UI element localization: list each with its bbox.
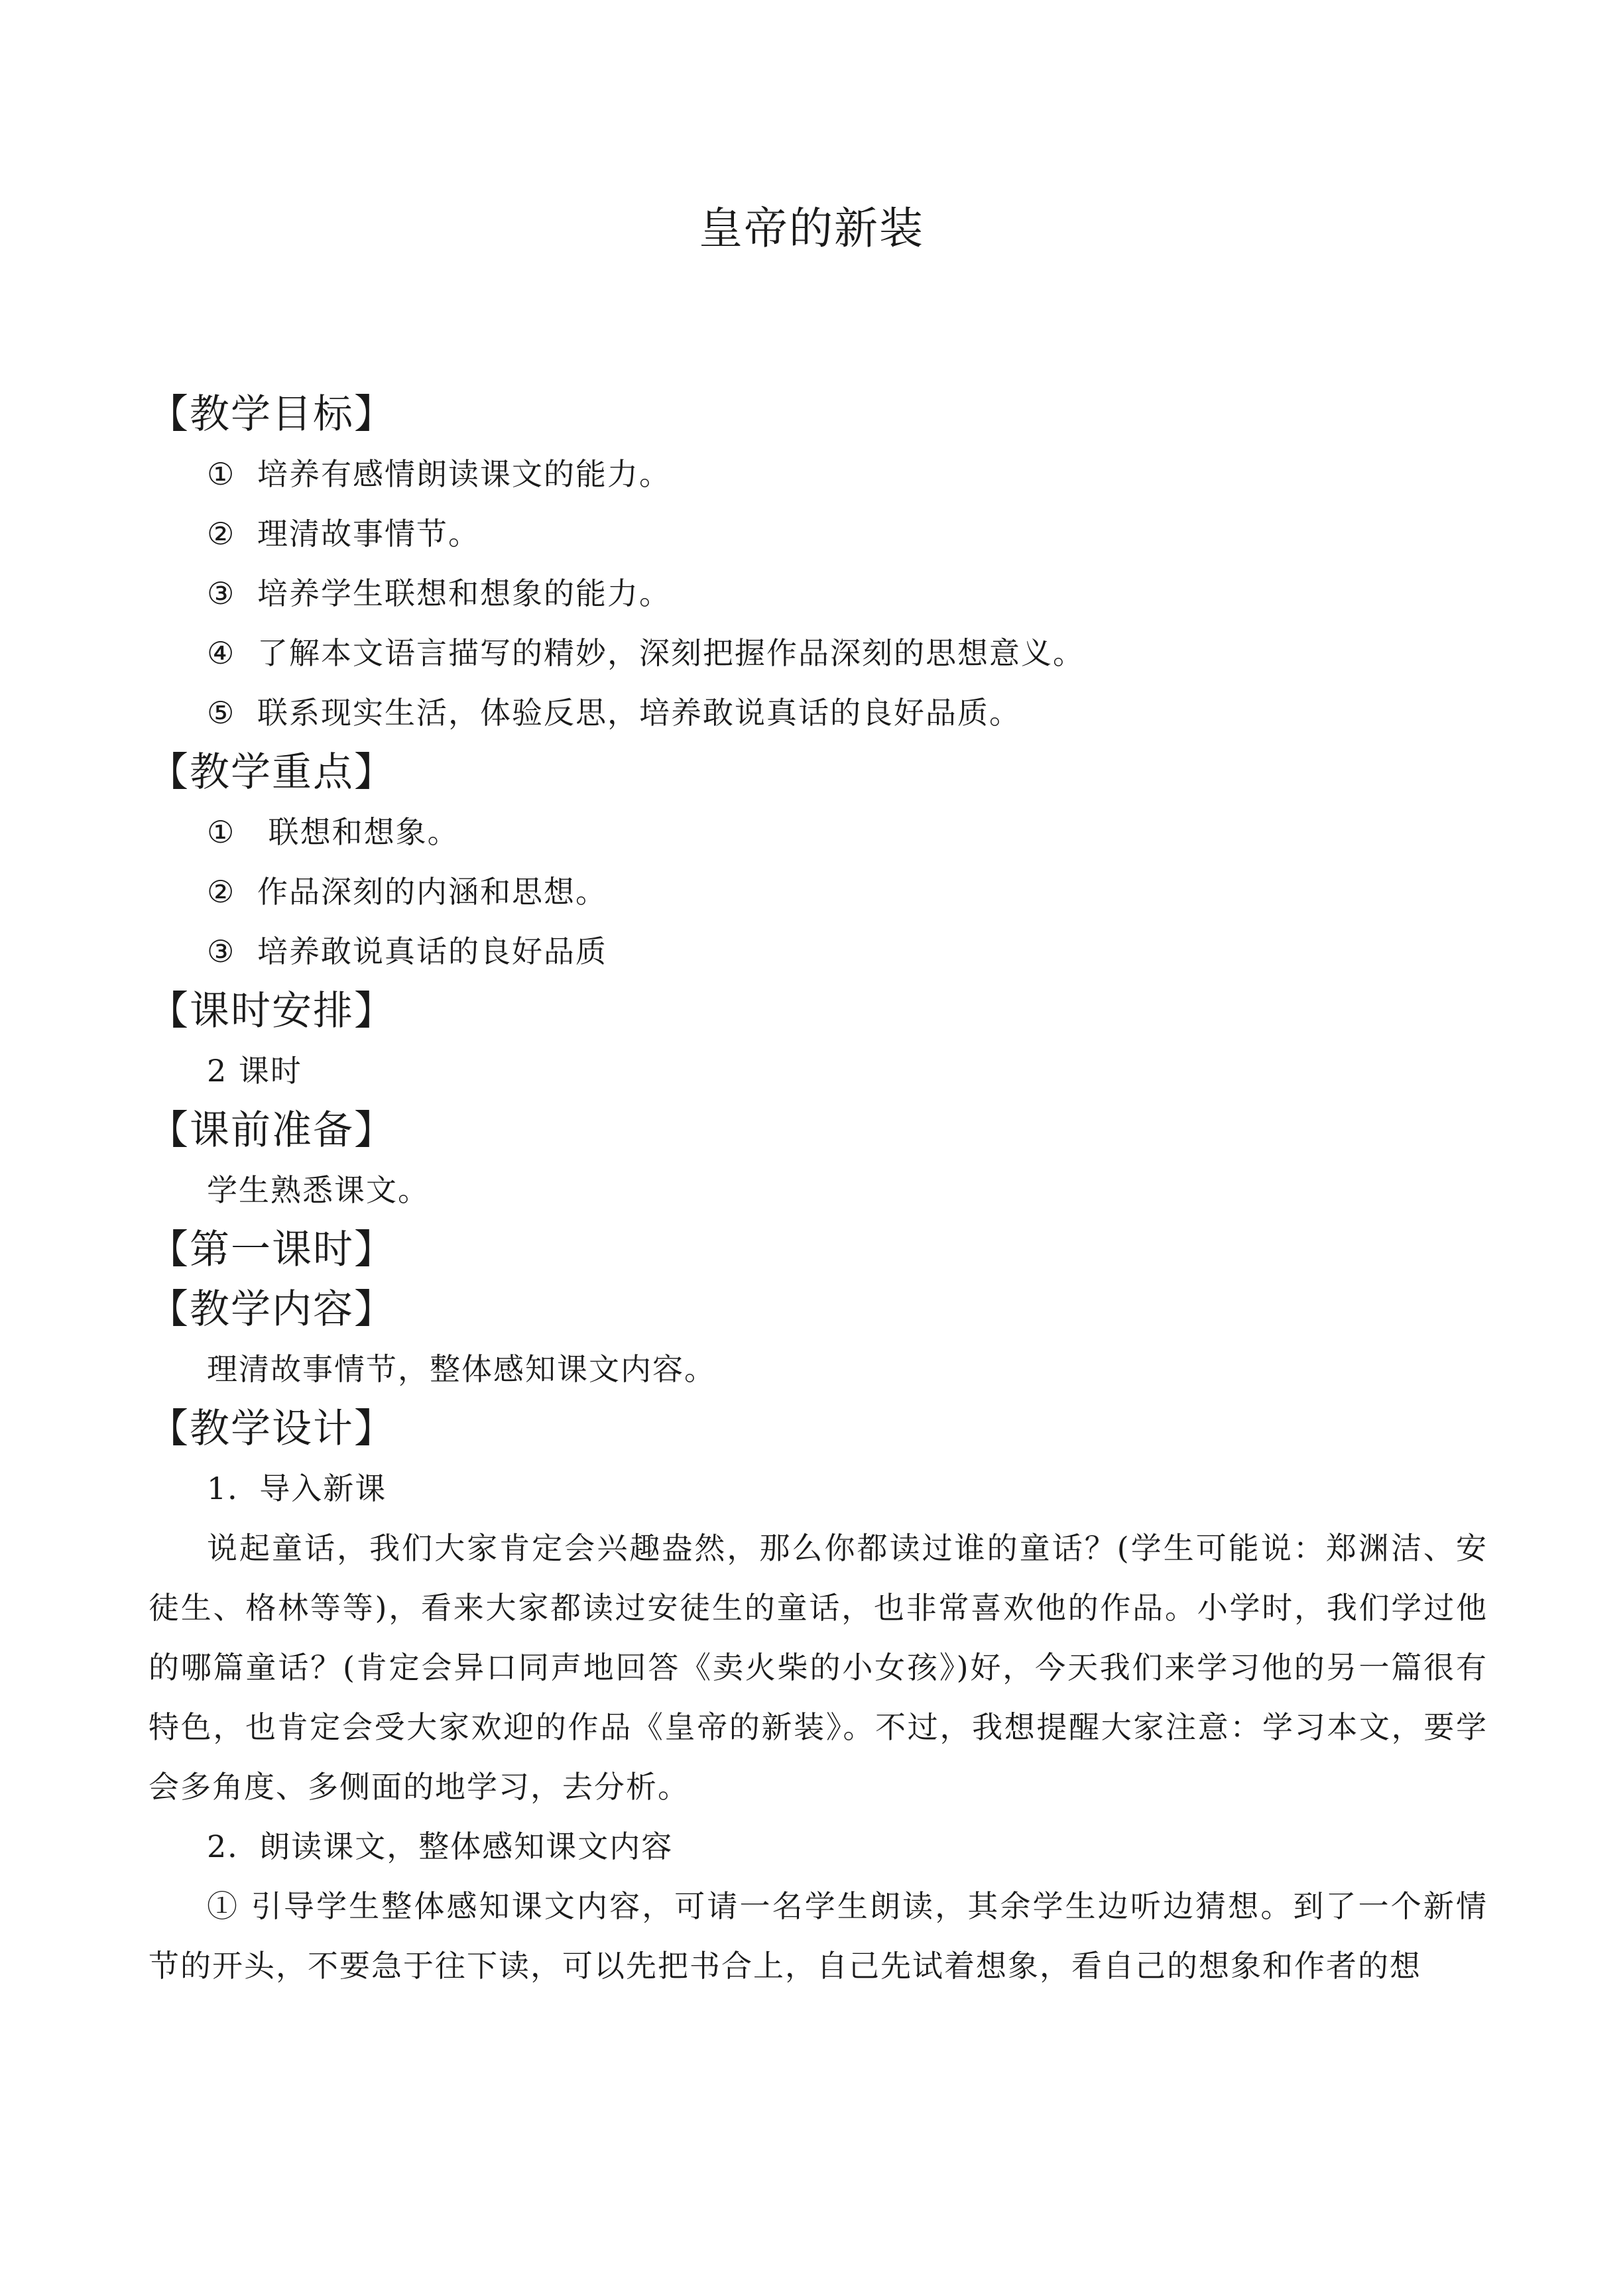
objective-item — [149, 444, 1488, 504]
step2-title: 2．朗读课文，整体感知课文内容 — [207, 1829, 674, 1864]
item-text: 培养学生联想和想象的能力。 — [257, 575, 671, 611]
objectives-section — [149, 385, 1488, 743]
lesson1-section — [149, 1220, 1488, 1280]
item-marker: ① — [207, 456, 236, 492]
design-section — [149, 1399, 1488, 1996]
keypoint-item — [149, 862, 1488, 922]
item-marker: ③ — [207, 934, 236, 969]
schedule-section — [149, 981, 1488, 1101]
item-marker: ② — [207, 874, 236, 910]
step1-title: 1．导入新课 — [207, 1471, 387, 1506]
item-marker: ① — [207, 814, 236, 850]
item-text: 理清故事情节。 — [257, 516, 480, 552]
objective-item — [149, 683, 1488, 743]
objective-item — [149, 623, 1488, 683]
preparation-heading: 【课前准备】 — [149, 1107, 395, 1154]
schedule-text: 2 课时 — [207, 1053, 302, 1089]
design-heading: 【教学设计】 — [149, 1406, 395, 1452]
item-marker: ② — [207, 516, 236, 552]
item-text: 作品深刻的内涵和思想。 — [257, 874, 607, 910]
keypoints-heading: 【教学重点】 — [149, 749, 395, 796]
objectives-heading: 【教学目标】 — [149, 391, 395, 438]
item-text: 联想和想象。 — [257, 814, 459, 850]
content-heading: 【教学内容】 — [149, 1286, 395, 1333]
item-marker: ⑤ — [207, 695, 236, 731]
keypoint-item — [149, 802, 1488, 862]
document-title: 皇帝的新装 — [699, 203, 924, 254]
item-text: 联系现实生活，体验反思，培养敢说真话的良好品质。 — [257, 695, 1021, 731]
item-marker: ③ — [207, 575, 236, 611]
preparation-text: 学生熟悉课文。 — [207, 1172, 430, 1208]
keypoint-item — [149, 922, 1488, 981]
step2-paragraph: ① 引导学生整体感知课文内容，可请一名学生朗读，其余学生边听边猜想。到了一个新情节的开头，不要急于往下读，可以先把书合上，自己先试着想象，看自己的想象和作者的想 — [149, 1888, 1488, 1984]
content-section — [149, 1280, 1488, 1399]
objective-item — [149, 564, 1488, 623]
item-text: 培养有感情朗读课文的能力。 — [257, 456, 671, 492]
preparation-section — [149, 1101, 1488, 1220]
objective-item — [149, 504, 1488, 564]
lesson1-heading: 【第一课时】 — [149, 1227, 395, 1273]
keypoints-section — [149, 743, 1488, 981]
item-marker: ④ — [207, 635, 236, 671]
item-text: 了解本文语言描写的精妙，深刻把握作品深刻的思想意义。 — [257, 635, 1085, 671]
step1-paragraph: 说起童话，我们大家肯定会兴趣盎然，那么你都读过谁的童话？(学生可能说：郑渊洁、安徒生、格林等等)，看来大家都读过安徒生的童话，也非常喜欢他的作品。小学时，我们学过他的哪篇童话？(肯定会异口同声地回答《卖火柴的小女孩》)好，今天我们来学习他的另一篇很有特色，也肯定会受大家欢迎的作品《皇帝的新装》。不过，我想提醒大家注意：学习本文，要学会多角度、多侧面的地学习，去分析。 — [149, 1530, 1488, 1805]
content-text: 理清故事情节，整体感知课文内容。 — [207, 1351, 716, 1387]
item-text: 培养敢说真话的良好品质 — [257, 934, 607, 969]
schedule-heading: 【课时安排】 — [149, 988, 395, 1034]
